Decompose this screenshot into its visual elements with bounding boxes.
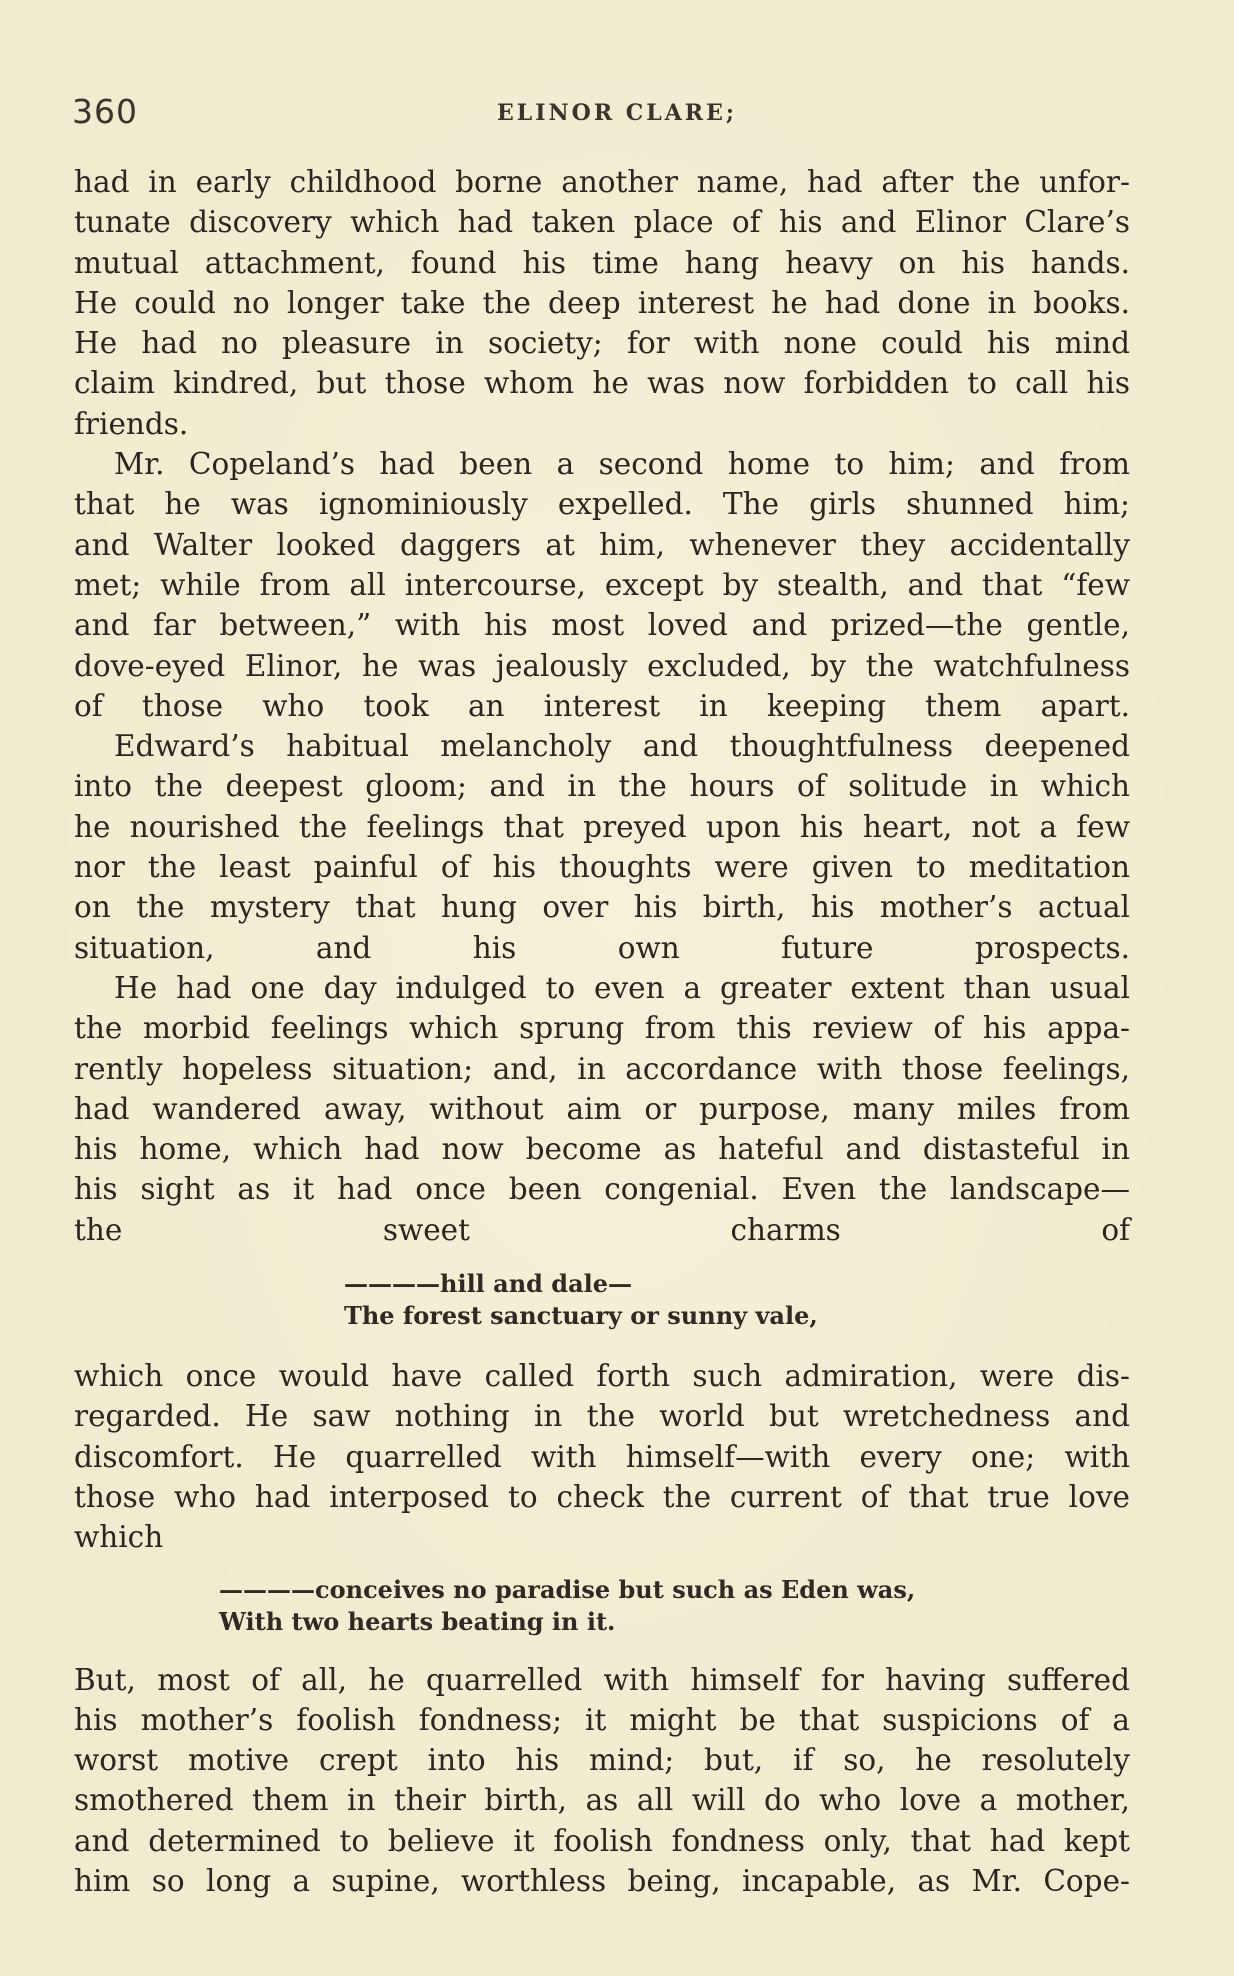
body-text xyxy=(74,162,1130,1901)
verse-quotation-1 xyxy=(74,1268,1130,1332)
text-line: his sight as it had once been congenial. Even the landscape— xyxy=(74,1172,1130,1207)
text-line: rently hopeless situation; and, in accordance with those feelings, xyxy=(74,1051,1130,1086)
text-line: regarded. He saw nothing in the world but wretchedness and xyxy=(74,1399,1130,1434)
text-line: into the deepest gloom; and in the hours of solitude in which xyxy=(74,769,1130,804)
text-line: the morbid feelings which sprung from this review of his appa- xyxy=(74,1011,1130,1046)
paragraph-5 xyxy=(74,1356,1130,1557)
paragraph-1 xyxy=(74,162,1130,444)
page-header xyxy=(72,92,1132,132)
text-line: dove-eyed Elinor, he was jealously excluded, by the watchfulness xyxy=(74,648,1130,683)
verse-quotation-2 xyxy=(74,1574,1130,1638)
text-line: that he was ignominiously expelled. The girls shunned him; xyxy=(74,487,1130,522)
text-line: claim kindred, but those whom he was now forbidden to call his xyxy=(74,366,1130,401)
text-line: He had one day indulged to even a greater extent than usual xyxy=(114,970,1130,1005)
text-line: the sweet charms of xyxy=(74,1212,1130,1247)
paragraph-2 xyxy=(74,444,1130,726)
text-line: Mr. Copeland’s had been a second home to him; and from xyxy=(114,447,1130,482)
text-line: and determined to believe it foolish fondness only, that had kept xyxy=(74,1823,1130,1858)
text-line: smothered them in their birth, as all will do who love a mother, xyxy=(74,1783,1130,1818)
verse-line: ————conceives no paradise but such as Eden was, xyxy=(219,1574,916,1604)
text-line: and far between,” with his most loved and prized—the gentle, xyxy=(74,608,1130,643)
text-line: mutual attachment, found his time hang heavy on his hands. xyxy=(74,245,1130,280)
text-line: his home, which had now become as hateful and distasteful in xyxy=(74,1132,1130,1167)
text-line: He had no pleasure in society; for with none could his mind xyxy=(74,326,1130,361)
text-line: tunate discovery which had taken place of his and Elinor Clare’s xyxy=(74,205,1130,240)
text-line: friends. xyxy=(74,406,189,441)
text-line: situation, and his own future prospects. xyxy=(74,930,1130,965)
text-line: which once would have called forth such admiration, were dis- xyxy=(74,1359,1130,1394)
text-line: But, most of all, he quarrelled with himself for having suffered xyxy=(74,1662,1130,1697)
text-line: met; while from all intercourse, except by stealth, and that “few xyxy=(74,567,1130,602)
paragraph-6 xyxy=(74,1660,1130,1902)
running-head: ELINOR CLARE; xyxy=(497,100,737,126)
text-line: him so long a supine, worthless being, incapable, as Mr. Cope- xyxy=(74,1863,1130,1898)
text-line: on the mystery that hung over his birth, his mother’s actual xyxy=(74,890,1130,925)
text-line: he nourished the feelings that preyed upon his heart, not a few xyxy=(74,809,1130,844)
text-line: his mother’s foolish fondness; it might be that suspicions of a xyxy=(74,1702,1130,1737)
verse-line: The forest sanctuary or sunny vale, xyxy=(344,1301,818,1331)
text-line: of those who took an interest in keeping them apart. xyxy=(74,688,1130,723)
text-line: He could no longer take the deep interest he had done in books. xyxy=(74,285,1130,320)
text-line: worst motive crept into his mind; but, if so, he resolutely xyxy=(74,1743,1130,1778)
verse-line: ————hill and dale— xyxy=(344,1269,633,1299)
text-line: those who had interposed to check the current of that true love xyxy=(74,1479,1130,1514)
text-line: discomfort. He quarrelled with himself—with every one; with xyxy=(74,1439,1130,1474)
paragraph-4 xyxy=(74,968,1130,1250)
text-line: had wandered away, without aim or purpose, many miles from xyxy=(74,1091,1130,1126)
text-line: Edward’s habitual melancholy and thoughtfulness deepened xyxy=(114,729,1130,764)
paragraph-3 xyxy=(74,726,1130,968)
page-number: 360 xyxy=(72,92,138,131)
text-line: had in early childhood borne another name, had after the unfor- xyxy=(74,165,1130,199)
text-line: which xyxy=(74,1520,164,1555)
text-line: nor the least painful of his thoughts were given to meditation xyxy=(74,850,1130,885)
text-line: and Walter looked daggers at him, whenever they accidentally xyxy=(74,527,1130,562)
verse-line: With two hearts beating in it. xyxy=(219,1606,616,1636)
